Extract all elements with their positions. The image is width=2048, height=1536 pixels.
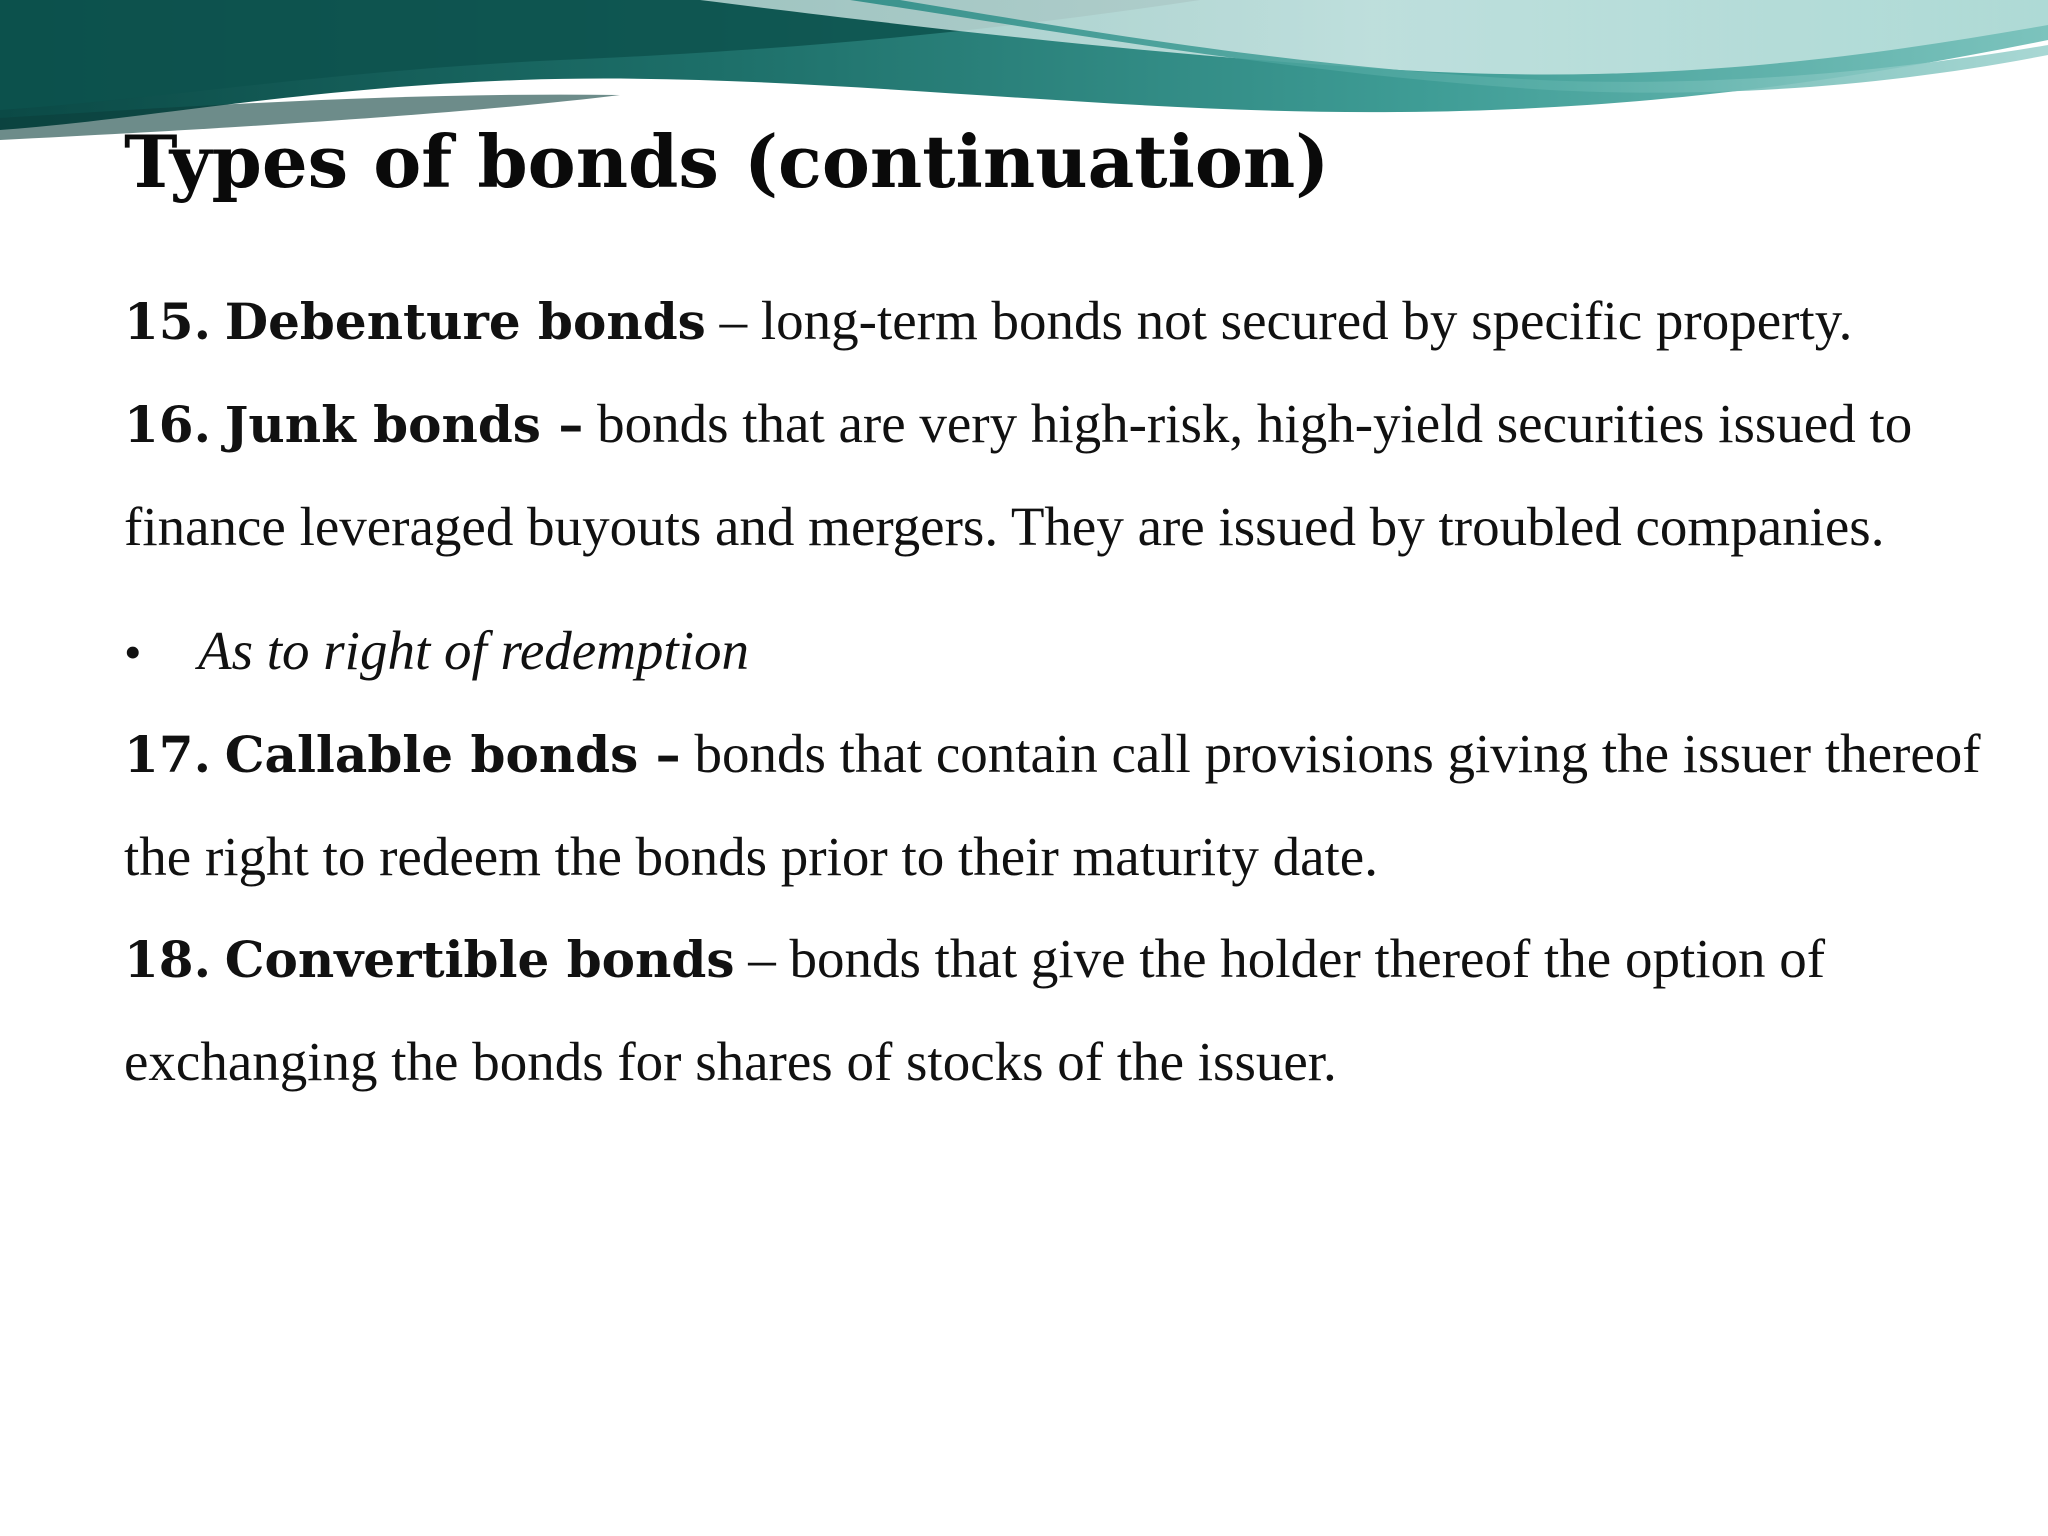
- item-number: 15.: [124, 292, 211, 351]
- item-definition: long-term bonds not secured by specific property.: [760, 290, 1853, 351]
- item-separator: [583, 393, 597, 454]
- item-term: Debenture bonds: [224, 292, 706, 351]
- bond-item-17: [124, 703, 1984, 908]
- slide-body: [124, 270, 1984, 1113]
- bond-item-16: [124, 373, 1984, 578]
- item-term: Convertible bonds: [224, 930, 735, 989]
- item-definition: bonds that are very high-risk, high-yield securities issued to finance leveraged buyouts and mergers. They are issued by troubled companies.: [124, 393, 1913, 557]
- item-separator: [681, 723, 695, 784]
- bullet-icon: •: [124, 624, 142, 680]
- slide-title: Types of bonds (continuation): [124, 119, 1330, 204]
- item-number: 16.: [124, 395, 211, 454]
- item-separator: –: [734, 928, 790, 989]
- item-definition: bonds that give the holder thereof the option of exchanging the bonds for shares of stocks of the issuer.: [124, 928, 1826, 1092]
- item-number: 18.: [124, 930, 211, 989]
- item-definition: bonds that contain call provisions giving the issuer thereof the right to redeem the bonds prior to their maturity date.: [124, 723, 1981, 887]
- item-term: Junk bonds –: [224, 395, 584, 454]
- item-term: Callable bonds –: [224, 725, 681, 784]
- item-number: 17.: [124, 725, 211, 784]
- subheading-text: As to right of redemption: [198, 620, 749, 681]
- subheading-bullet: [124, 600, 1984, 703]
- item-separator: –: [705, 290, 761, 351]
- bond-item-18: [124, 908, 1984, 1113]
- bond-item-15: [124, 270, 1984, 373]
